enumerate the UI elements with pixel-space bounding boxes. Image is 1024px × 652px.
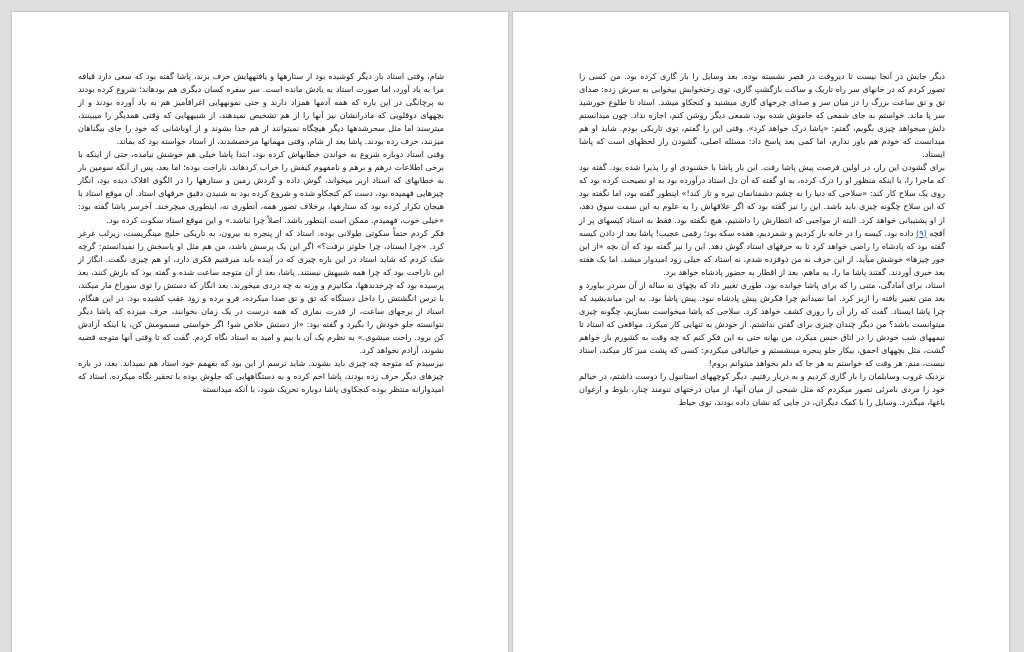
- paragraph: فکر کردم حتماً سکوتی طولانی بوده. استاد که از پنجره به بیرون، به تاریکی خلیج مینگریست، زیرلب غرغر کرد. «چرا ایستاد، چرا جلوتر نرفت؟» اگر این یک پرسش باشد، من هم مثل او پاسخش را نمیدانستم: گرچه شک کردم که شاید استاد در این باره چیزی که در آینده باید میرفتیم فکری دارد، او هم چیزی نگفت. انگار از این ناراحت بود که چرا همه شبیهش نیستند. پاشا، بعد از آن متوجه ساعت شده و گفته بود که بازش کنند، بعد پرسیده بود که چرخدندهها، مکانیزم و وزنه به چه دردی میخورند. بعد انگار که دستش را توی سوراخ مار میکند، با ترس انگشتش را داخل دستگاه که تق و تق صدا میکرده، فرو برده و زود عقب کشیده بود. در این هنگام، استاد از برجهای ساعت، از قدرت نمازی که همه درست در یک زمان بخوانند، حرف میزده که پاشا دیگر نتوانسته جلو خودش را بگیرد و گفته بود: «از دستش خلاص شو! اگر خواستی مسمومش کن، یا اینکه آزادش کن برود. راحت میشوی.» به نظرم یک آن با بیم و امید به استاد نگاه کردم. گفت که تا وقتی آنها متوجه قضیه نشوند، آزادم نخواهد کرد.: [78, 227, 444, 355]
- page-1: [513, 12, 1009, 652]
- paragraph: نزدیک غروب وسایلمان را بار گاری کردیم و به دربار رفتیم. دیگر کوچههای استانبول را دوست داشتم، در خیالم خود را مردی نامرئی تصور میکردم که مثل شبحی از میان آنها، از میان درختهای تنومند چنار، بلوط و ارغوان باغها، میگذرد. وسایل را با کمک دیگران، در جایی که نشان داده بودند، توی حیاط: [579, 371, 945, 408]
- paragraph: نیرسیدم که متوجه چه چیزی باید بشوند. شاید ترسم از این بود که بفهمم خود استاد هم نمیداند. بعد، در باره چیزهای دیگر حرف زده بودند، پاشا اخم کرده و به دستگاههایی که جلوش بوده با تحقیر نگاه میکرده. استاد که امیدوارانه منتظر بوده کنجکاوی پاشا دوباره تحریک شود، با آنکه میدانسته: [78, 358, 444, 395]
- paragraph-part: برای گشودن این راز، در اولین فرصت پیش پاشا رفت. این بار پاشا با خشنودی او را پذیرا شده بود. گفته بود که ماجرا را، با اینکه منظور او را درک کرده، به او گفته که آن دل استاد درآورده بود به او نصیحت کرده بود که روی یک سلاح کار کند: «سلاحی که دنیا را به چشم دشمنانمان تیره و تار کند!» اینطور گفته بود، اما نگفته بود که این سلاح چگونه چیزی باید باشد. این را نیز گفته بود که اگر علاقهاش را به علوم به این سمت سوق دهد، از او پشتیبانی خواهد کرد. البته از مواجبی که انتظارش را داشتیم، هیچ نگفته بود. فقط به استاد کیسهای پر از آقچه: [579, 162, 945, 238]
- paragraph: شام، وقتی استاد بار دیگر کوشیده بود از ستارهها و یافتههایش حرف بزند، پاشا گفته بود که سعی دارد قیافه مرا به یاد آورد، اما صورت استاد به یادش مانده است. سر سفره کسان دیگری هم بودهاند؛ شروع کرده بودند به پرچانگی در این باره که همه آدمها همزاد دارند و حتی نمونههایی اغراقآمیز هم به یاد آورده بودند و از بچههای دوقلویی که مادرانشان نیز آنها را از هم تشخیص نمیدهند، از شبیههایی که وقتی همدیگر را میبینند، میترسند اما مثل سحرشدهها دیگر هیچگاه نمیتوانند از هم جدا بشوند و از اوباشانی که خود را جای بیگناهان میزنند، حرف زده بودند. پاشا بعد از شام، وقتی مهمانها مرخصشدند، از استاد خواسته بود که بماند.: [78, 71, 444, 147]
- paragraph: وقتی استاد دوباره شروع به خواندن خطابهاش کرده بود، ابتدا پاشا خیلی هم خوشش نیامده، حتی از اینکه با برخی اطلاعات درهم و برهم و نامفهوم کیفش را خراب کردهاند، ناراحت بوده؛ اما بعد، پس از آنکه سومین بار به خطابهای که استاد ازبر میخواند، گوش داده و گردش زمین و ستارهها را در الگوی افلاک دیده بود، انگار چیزهایی فهمیده بود، دست کم کنجکاو شده و شروع کرده بود به شنیدن دقیق حرفهای استاد. آن موقع استاد با هیجان تکرار کرده بود که ستارهها، برخلاف تصور همه، آنطوری نه، اینطوری میچرخند. آخرسر پاشا گفته بود: «خیلی خوب، فهمیدم. ممکن است اینطور باشد. اصلاً چرا نباشد.» و این موقع استاد سکوت کرده بود.: [78, 149, 444, 225]
- paragraph-part: داده بود. کیسه را در خانه باز کردیم و شمردیم، هفده سکه بود؛ رقمی عجیب! پاشا بعد از دادن کیسه گفته بود که پادشاه را راضی خواهد کرد تا به حرفهای استاد گوش دهد. این را نیز گفته بود که آن بچه «از این جور چیزها» خوشش میآید. از این حرف نه من ذوقزده شدم، نه استاد که خیلی زود امیدوار میشد. اما یک هفته بعد خبری آوردند. گفتند پاشا ما را، یه ماهم، بعد از اقطار به حضور پادشاه خواهد برد.: [579, 227, 945, 277]
- page-1-text: [579, 70, 945, 409]
- page-2-text: [78, 70, 444, 396]
- paragraph: استاد، برای آمادگی، متنی را که برای پاشا خوانده بود، طوری تغییر داد که بچهای نه ساله از آن سردر بیاورد و بعد متن تغییر یافته را ازبر کرد. اما نمیدانم چرا فکرش پیش پادشاه نبود. پیش پاشا بود. به این میاندیشید که چرا پاشا ایستاد. گفت که راز آن را روزی کشف خواهد کرد. سلاحی که پاشا میخواست بسازیم، چگونه چیزی میتوانست باشد؟ من دیگر چندان چیزی برای گفتن نداشتم. از خودش به تنهایی کار میکرد. مواقعی که استاد تا نیمههای شب خودش را در اتاق حبس میکرد، من بهانه حتی به این فکر کنم که چه وقت به کشورم باز خواهم گشت، مثل بچههای احمق، بیکار جلو پنجره مینشستم و خیالبافی میکردم: کسی که پشت میز کار میکند، استاد نیست، منم. هر وقت که خواستم به هر جا که دلم بخواهد میتوانم بروم!: [579, 279, 945, 369]
- footnote-link[interactable]: (۹): [916, 227, 927, 238]
- paragraph-with-footnote: [579, 161, 945, 278]
- paragraph: دیگر جایش در آنجا نیست تا دیروقت در قصر نشسته بوده. بعد وسایل را بار گاری کرده بود. من کسی را تصور کردم که در خانهای سر راه تاریک و ساکت بازگشتِ گاری، توی رختخوابش بیخوابی به سرش زده: صدای تق و تق ساعت بزرگ را در میان سر و صدای چرخهای گاری میشنید و کنجکاو میشد. استاد تا طلوع خورشید سر پا ماند. خواستم به جای شمعی که خاموش شده بود، شمعی دیگر روشن کنم، اجازه نداد. چون میدانستم دلش میخواهد چیزی بگویم، گفتم: «پاشا درک خواهد کرد». وقتی این را گفتم، توی تاریکی بودم. شاید او هم میدانست که خودم هم باور ندارم، اما کمی بعد پاسخ داد: مسئله اصلی، گشودن راز لحظهای است که پاشا ایستاد.: [579, 71, 945, 160]
- page-2: [12, 12, 508, 652]
